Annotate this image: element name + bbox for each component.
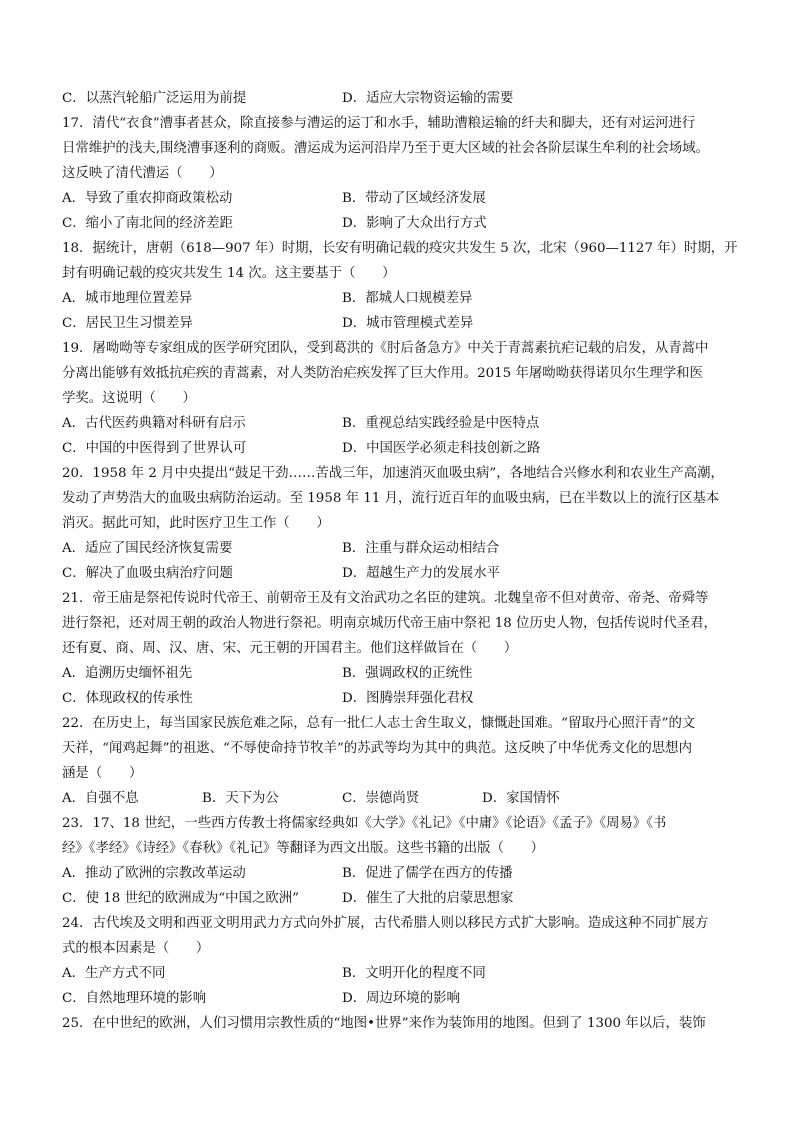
- option-row: [62, 661, 744, 686]
- option-a: A．适应了国民经济恢复需要: [62, 541, 233, 556]
- option-a: A．生产方式不同: [62, 966, 166, 981]
- option-row: [62, 311, 744, 336]
- option-d: D．城市管理模式差异: [342, 316, 474, 331]
- option-d: D．影响了大众出行方式: [342, 216, 487, 231]
- q16-options-tail: [62, 86, 744, 111]
- option-row: [62, 436, 744, 461]
- question-stem-line: 经》《孝经》《诗经》《春秋》《礼记》等翻译为西文出版。这些书籍的出版（ ）: [62, 841, 545, 856]
- question-stem-line: 天祥，“闻鸡起舞”的祖逖、“不辱使命持节牧羊”的苏武等均为其中的典范。这反映了中华优秀文化的思想内: [62, 741, 692, 756]
- question-17: [62, 111, 744, 236]
- question-24: [62, 911, 744, 1011]
- option-d: D．催生了大批的启蒙思想家: [342, 891, 514, 906]
- question-23: [62, 811, 744, 911]
- option-b: B．文明开化的程度不同: [342, 966, 486, 981]
- question-stem-line: 发动了声势浩大的血吸虫病防治运动。至 1958 年 11 月，流行近百年的血吸虫病，已在半数以上的流行区基本: [62, 491, 720, 506]
- option-b: B．重视总结实践经验是中医特点: [342, 416, 540, 431]
- question-stem-line: 消灭。据此可知，此时医疗卫生工作（ ）: [62, 516, 330, 531]
- question-stem-line: 25．在中世纪的欧洲，人们习惯用宗教性质的“地图•世界”来作为装饰用的地图。但到了 1300 年以后，装饰: [62, 1016, 706, 1031]
- option-row: [62, 786, 744, 811]
- question-18: [62, 236, 744, 336]
- option-b: B．带动了区域经济发展: [342, 191, 486, 206]
- option-d: D．周边环境的影响: [342, 991, 460, 1006]
- option-a: A．追溯历史缅怀祖先: [62, 666, 193, 681]
- option-c: C．居民卫生习惯差异: [62, 316, 193, 331]
- option-c: C．缩小了南北间的经济差距: [62, 216, 233, 231]
- question-stem-line: 封有明确记载的疫灾共发生 14 次。这主要基于（ ）: [62, 266, 396, 281]
- option-d: D．图腾崇拜强化君权: [342, 691, 474, 706]
- option-row: [62, 861, 744, 886]
- question-stem-line: 17．清代“衣食”漕事者甚众，除直接参与漕运的运丁和水手，辅助漕粮运输的纤夫和脚夫，还有对运河进行: [62, 116, 696, 131]
- question-stem-line: 24．古代埃及文明和西亚文明用武力方式向外扩展，古代希腊人则以移民方式扩大影响。造成这种不同扩展方: [62, 916, 709, 931]
- question-stem-line: 23．17、18 世纪，一些西方传教士将儒家经典如《大学》《礼记》《中庸》《论语》《孟子》《周易》《书: [62, 816, 667, 831]
- q16-option-c: C．以蒸汽轮船广泛运用为前提: [62, 91, 247, 106]
- option-row: [62, 686, 744, 711]
- option-a: A．导致了重农抑商政策松动: [62, 191, 233, 206]
- option-b: B．天下为公: [202, 791, 279, 806]
- option-row: [62, 211, 744, 236]
- question-stem-line: 18．据统计，唐朝（618—907 年）时期，长安有明确记载的疫灾共发生 5 次，北宋（960—1127 年）时期，开: [62, 241, 738, 256]
- question-19: [62, 336, 744, 461]
- option-a: A．自强不息: [62, 791, 139, 806]
- option-row: [62, 411, 744, 436]
- question-stem-line: 还有夏、商、周、汉、唐、宋、元王朝的开国君主。他们这样做旨在（ ）: [62, 641, 518, 656]
- option-c: C．解决了血吸虫病治疗问题: [62, 566, 233, 581]
- option-b: B．强调政权的正统性: [342, 666, 473, 681]
- option-a: A．城市地理位置差异: [62, 291, 193, 306]
- option-a: A．古代医药典籍对科研有启示: [62, 416, 246, 431]
- question-stem-line: 进行祭祀，还对周王朝的政治人物进行祭祀。明南京城历代帝王庙中祭祀 18 位历史人物，包括传说时代圣君，: [62, 616, 717, 631]
- question-25: [62, 1011, 744, 1036]
- question-stem-line: 21．帝王庙是祭祀传说时代帝王、前朝帝王及有文治武功之名臣的建筑。北魏皇帝不但对黄帝、帝尧、帝舜等: [62, 591, 709, 606]
- option-row: [62, 961, 744, 986]
- option-a: A．推动了欧洲的宗教改革运动: [62, 866, 246, 881]
- question-20: [62, 461, 744, 586]
- option-row: [62, 536, 744, 561]
- option-c: C．使 18 世纪的欧洲成为“中国之欧洲”: [62, 891, 299, 906]
- option-c: C．崇德尚贤: [342, 791, 420, 806]
- option-row: [62, 286, 744, 311]
- option-c: C．自然地理环境的影响: [62, 991, 207, 1006]
- option-d: D．中国医学必须走科技创新之路: [342, 441, 541, 456]
- question-stem-line: 19．屠呦呦等专家组成的医学研究团队，受到葛洪的《肘后备急方》中关于青蒿素抗疟记载的启发，从青蒿中: [62, 341, 709, 356]
- option-row: [62, 986, 744, 1011]
- option-row: [62, 886, 744, 911]
- exam-page: [62, 86, 744, 1036]
- option-d: D．超越生产力的发展水平: [342, 566, 501, 581]
- option-b: B．注重与群众运动相结合: [342, 541, 500, 556]
- option-b: B．都城人口规模差异: [342, 291, 473, 306]
- question-stem-line: 分离出能够有效抵抗疟疾的青蒿素，对人类防治疟疾发挥了巨大作用。2015 年屠呦呦获得诺贝尔生理学和医: [62, 366, 703, 381]
- question-stem-line: 这反映了清代漕运（ ）: [62, 166, 223, 181]
- option-row: [62, 561, 744, 586]
- question-stem-line: 式的根本因素是（ ）: [62, 941, 210, 956]
- question-21: [62, 586, 744, 711]
- question-stem-line: 20．1958 年 2 月中央提出“鼓足干劲……苦战三年，加速消灭血吸虫病”，各地结合兴修水利和农业生产高潮，: [62, 466, 724, 481]
- question-22: [62, 711, 744, 811]
- option-c: C．体现政权的传承性: [62, 691, 193, 706]
- question-stem-line: 学奖。这说明（ ）: [62, 391, 196, 406]
- question-stem-line: 日常维护的浅夫,围绕漕事逐利的商贩。漕运成为运河沿岸乃至于更大区域的社会各阶层谋生牟利的社会场域。: [62, 141, 710, 156]
- q16-option-d: D．适应大宗物资运输的需要: [342, 91, 514, 106]
- question-stem-line: 涵是（ ）: [62, 766, 143, 781]
- question-stem-line: 22．在历史上，每当国家民族危难之际，总有一批仁人志士舍生取义，慷慨赴国难。“留取丹心照汗青”的文: [62, 716, 696, 731]
- option-d: D．家国情怀: [482, 791, 560, 806]
- option-c: C．中国的中医得到了世界认可: [62, 441, 247, 456]
- option-b: B．促进了儒学在西方的传播: [342, 866, 513, 881]
- option-row: [62, 186, 744, 211]
